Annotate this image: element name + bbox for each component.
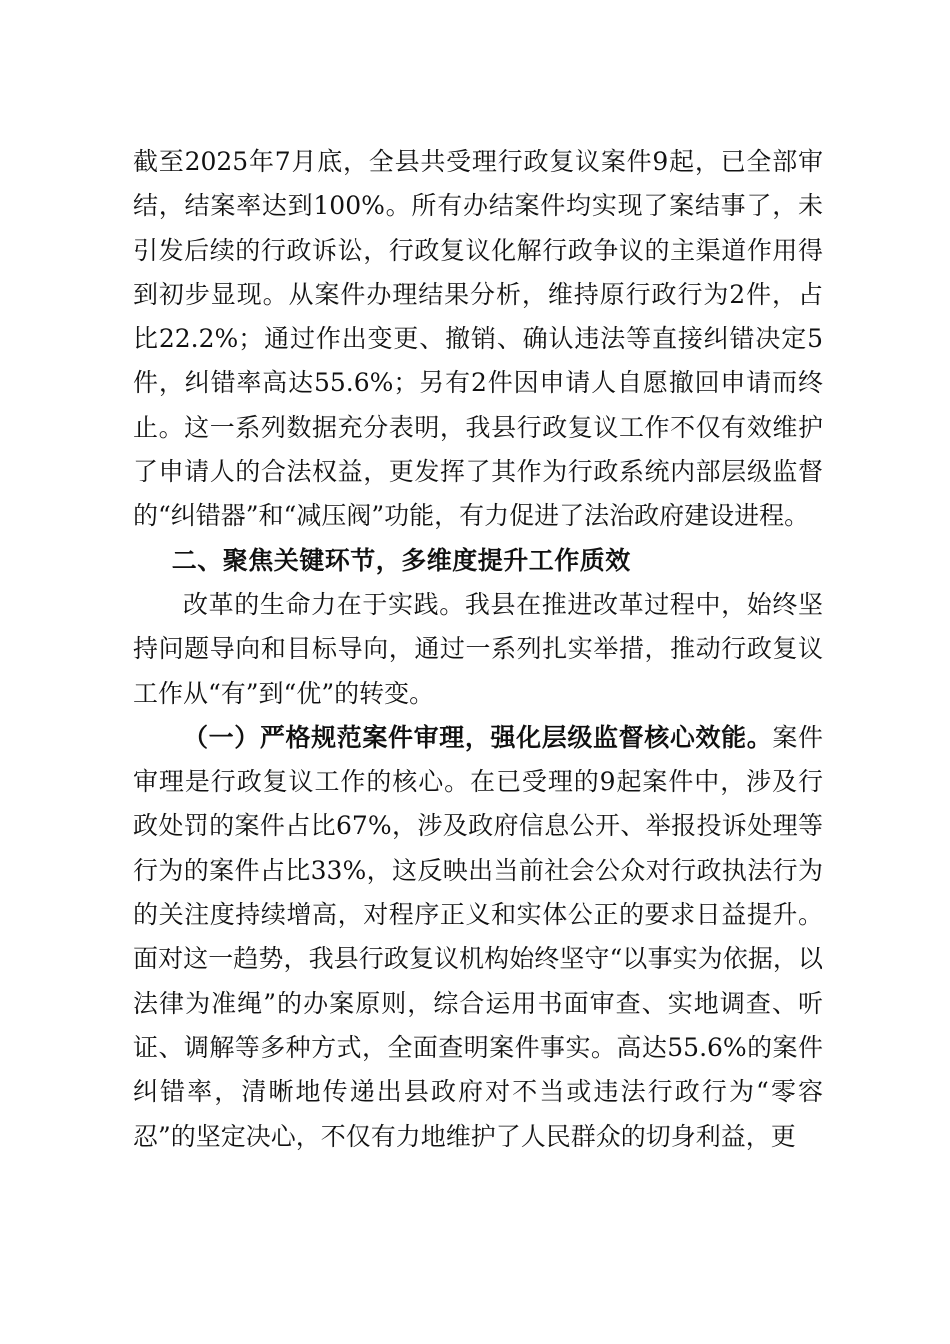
paragraph-reform-practice: 改革的生命力在于实践。我县在推进改革过程中，始终坚持问题导向和目标导向，通过一系列扎实举措，推动行政复议工作从“有”到“优”的转变。 [133,589,823,708]
paragraph-case-review [133,716,823,1159]
paragraph-case-statistics: 截至2025年7月底，全县共受理行政复议案件9起，已全部审结，结案率达到100%。所有办结案件均实现了案结事了，未引发后续的行政诉讼，行政复议化解行政争议的主渠道作用得到初步显现。从案件办理结果分析，维持原行政行为2件，占比22.2%；通过作出变更、撤销、确认违法等直接纠错决定5件，纠错率高达55.6%；另有2件因申请人自愿撤回申请而终止。这一系列数据充分表明，我县行政复议工作不仅有效维护了申请人的合法权益，更发挥了其作为行政系统内部层级监督的“纠错器”和“减压阀”功能，有力促进了法治政府建设进程。 [133,147,823,531]
section-heading: 二、聚焦关键环节，多维度提升工作质效 [171,545,631,575]
document-body [133,140,823,1159]
paragraph-case-review-text: 案件审理是行政复议工作的核心。在已受理的9起案件中，涉及行政处罚的案件占比67%，涉及政府信息公开、举报投诉处理等行为的案件占比33%，这反映出当前社会公众对行政执法行为的关注度持续增高，对程序正义和实体公正的要求日益提升。面对这一趋势，我县行政复议机构始终坚守“以事实为依据，以法律为准绳”的办案原则，综合运用书面审查、实地调查、听证、调解等多种方式，全面查明案件事实。高达55.6%的案件纠错率，清晰地传递出县政府对不当或违法行政行为“零容忍”的坚定决心，不仅有力地维护了人民群众的切身利益，更 [133,722,823,1151]
subheading-strict-review: （一）严格规范案件审理，强化层级监督核心效能。 [183,722,773,752]
